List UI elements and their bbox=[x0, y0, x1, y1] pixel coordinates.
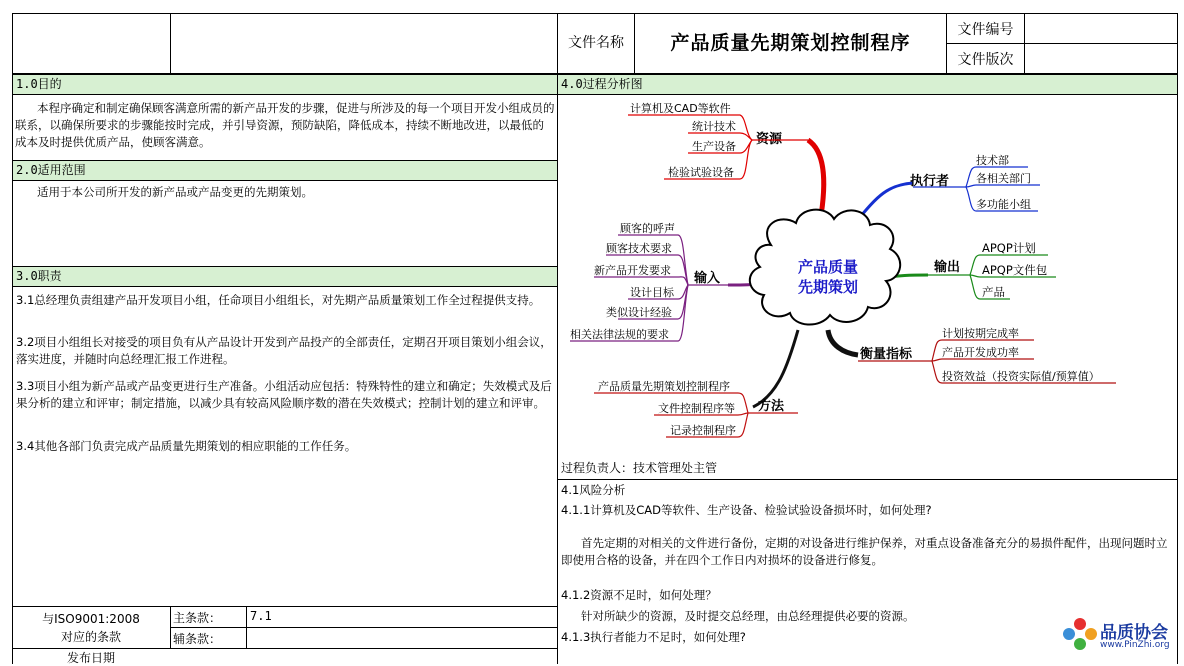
input-item: 顾客的呼声 bbox=[620, 222, 675, 235]
center-line-2: 先期策划 bbox=[797, 278, 859, 296]
risk-answer-2: 针对所缺少的资源，及时提交总经理，由总经理提供必要的资源。 bbox=[581, 609, 915, 623]
watermark-url: www.PinZhi.org bbox=[1100, 640, 1170, 650]
executor-item: 各相关部门 bbox=[976, 172, 1031, 185]
resources-item: 计算机及CAD等软件 bbox=[630, 102, 731, 115]
method-item: 产品质量先期策划控制程序 bbox=[598, 380, 730, 393]
branch-executor-label: 执行者 bbox=[910, 174, 950, 189]
section-3-heading: 3.0职责 bbox=[12, 266, 558, 287]
section-3-item: 3.2项目小组组长对接受的项目负有从产品设计开发到产品投产的全部责任，定期召开项目策划小组会议，落实进度，并随时向总经理汇报工作进程。 bbox=[16, 335, 552, 366]
header-divider-1 bbox=[170, 13, 171, 74]
iso-line-1: 与ISO9001:2008 bbox=[42, 612, 140, 626]
branch-method-label: 方法 bbox=[758, 399, 785, 414]
branch-metrics-line bbox=[828, 330, 858, 355]
section-3-item: 3.1总经理负责组建产品开发项目小组，任命项目小组组长，对先期产品质量策划工作全过程提供支持。 bbox=[16, 293, 541, 307]
doc-name-label: 文件名称 bbox=[568, 35, 624, 51]
owner-divider bbox=[557, 479, 1178, 480]
risk-answer-1: 首先定期的对相关的文件进行备份，定期的对设备进行维护保养，对重点设备准备充分的易损件配件，出现问题时立即使用合格的设备，并在四个工作日内对损坏的设备进行修复。 bbox=[561, 536, 1168, 567]
issue-date-label: 发布日期 bbox=[66, 651, 115, 665]
branch-metrics-label: 衡量指标 bbox=[860, 347, 913, 362]
metrics-item: 产品开发成功率 bbox=[942, 346, 1019, 359]
input-item: 类似设计经验 bbox=[606, 306, 672, 319]
branch-method-line bbox=[753, 330, 798, 407]
resources-item: 检验试验设备 bbox=[668, 166, 734, 179]
main-clause-label: 主条款： bbox=[173, 611, 222, 625]
doc-number-label: 文件编号 bbox=[957, 22, 1014, 38]
input-item: 相关法律法规的要求 bbox=[570, 328, 669, 341]
section-4-heading: 4.0过程分析图 bbox=[557, 74, 1178, 95]
section-2-heading: 2.0适用范围 bbox=[12, 160, 558, 181]
footer-top-line bbox=[12, 606, 558, 607]
header-hline bbox=[946, 43, 1178, 44]
main-clause-value: 7.1 bbox=[250, 609, 272, 623]
iso-line-2: 对应的条款 bbox=[60, 630, 121, 644]
metrics-item: 投资效益（投资实际值/预算值） bbox=[942, 370, 1100, 383]
section-1-heading: 1.0目的 bbox=[12, 74, 558, 95]
risk-question-1: 4.1.1计算机及CAD等软件、生产设备、检验试验设备损坏时，如何处理? bbox=[561, 503, 932, 517]
output-item: APQP计划 bbox=[982, 241, 1036, 255]
risk-question-3: 4.1.3执行者能力不足时，如何处理? bbox=[561, 630, 746, 644]
resources-item: 生产设备 bbox=[692, 140, 736, 153]
executor-item: 多功能小组 bbox=[976, 198, 1031, 211]
watermark-logo-icon bbox=[1060, 616, 1100, 652]
output-item: 产品 bbox=[982, 285, 1005, 299]
branch-resources-label: 资源 bbox=[756, 132, 783, 147]
section-3-item: 3.4其他各部门负责完成产品质量先期策划的相应职能的工作任务。 bbox=[16, 439, 357, 453]
section-1-text: 本程序确定和制定确保顾客满意所需的新产品开发的步骤，促进与所涉及的每一个项目开发小组成员的联系，以确保所要求的步骤能按时完成，并引导资源，预防缺陷，降低成本，持续不断地改进，以最低的成本及时提供优质产品，使顾客满意。 bbox=[15, 101, 555, 149]
footer-vline-2 bbox=[246, 606, 247, 648]
branch-input-label: 输入 bbox=[694, 271, 721, 286]
center-line-1: 产品质量 bbox=[797, 258, 859, 276]
section-3-item: 3.3项目小组为新产品或产品变更进行生产准备。小组活动应包括：特殊特性的建立和确定；失效模式及后果分析的建立和评审；制定措施，以减少具有较高风险顺序数的潜在失效模式；控制计划的建立和评审。 bbox=[16, 379, 552, 410]
method-item: 记录控制程序 bbox=[670, 424, 736, 437]
resources-item: 统计技术 bbox=[692, 120, 736, 133]
aux-clause-label: 辅条款： bbox=[173, 632, 222, 646]
risk-question-2: 4.1.2资源不足时，如何处理？ bbox=[561, 588, 717, 602]
input-item: 设计目标 bbox=[630, 286, 674, 299]
footer-vline-1 bbox=[170, 606, 171, 648]
process-owner: 过程负责人：技术管理处主管 bbox=[561, 461, 718, 475]
method-item: 文件控制程序等 bbox=[658, 402, 735, 415]
watermark-name: 品质协会 bbox=[1100, 623, 1168, 643]
doc-version-label: 文件版次 bbox=[957, 52, 1014, 68]
input-item: 新产品开发要求 bbox=[594, 264, 671, 277]
metrics-item: 计划按期完成率 bbox=[942, 327, 1019, 340]
section-2-text: 适用于本公司所开发的新产品或产品变更的先期策划。 bbox=[37, 185, 313, 199]
input-item: 顾客技术要求 bbox=[606, 242, 672, 255]
branch-output-label: 输出 bbox=[934, 260, 961, 275]
executor-item: 技术部 bbox=[976, 154, 1009, 167]
output-item: APQP文件包 bbox=[982, 263, 1048, 277]
risk-heading: 4.1风险分析 bbox=[561, 483, 626, 497]
doc-title: 产品质量先期策划控制程序 bbox=[670, 32, 911, 54]
process-mindmap bbox=[558, 95, 1177, 457]
footer-row-line bbox=[170, 627, 558, 628]
